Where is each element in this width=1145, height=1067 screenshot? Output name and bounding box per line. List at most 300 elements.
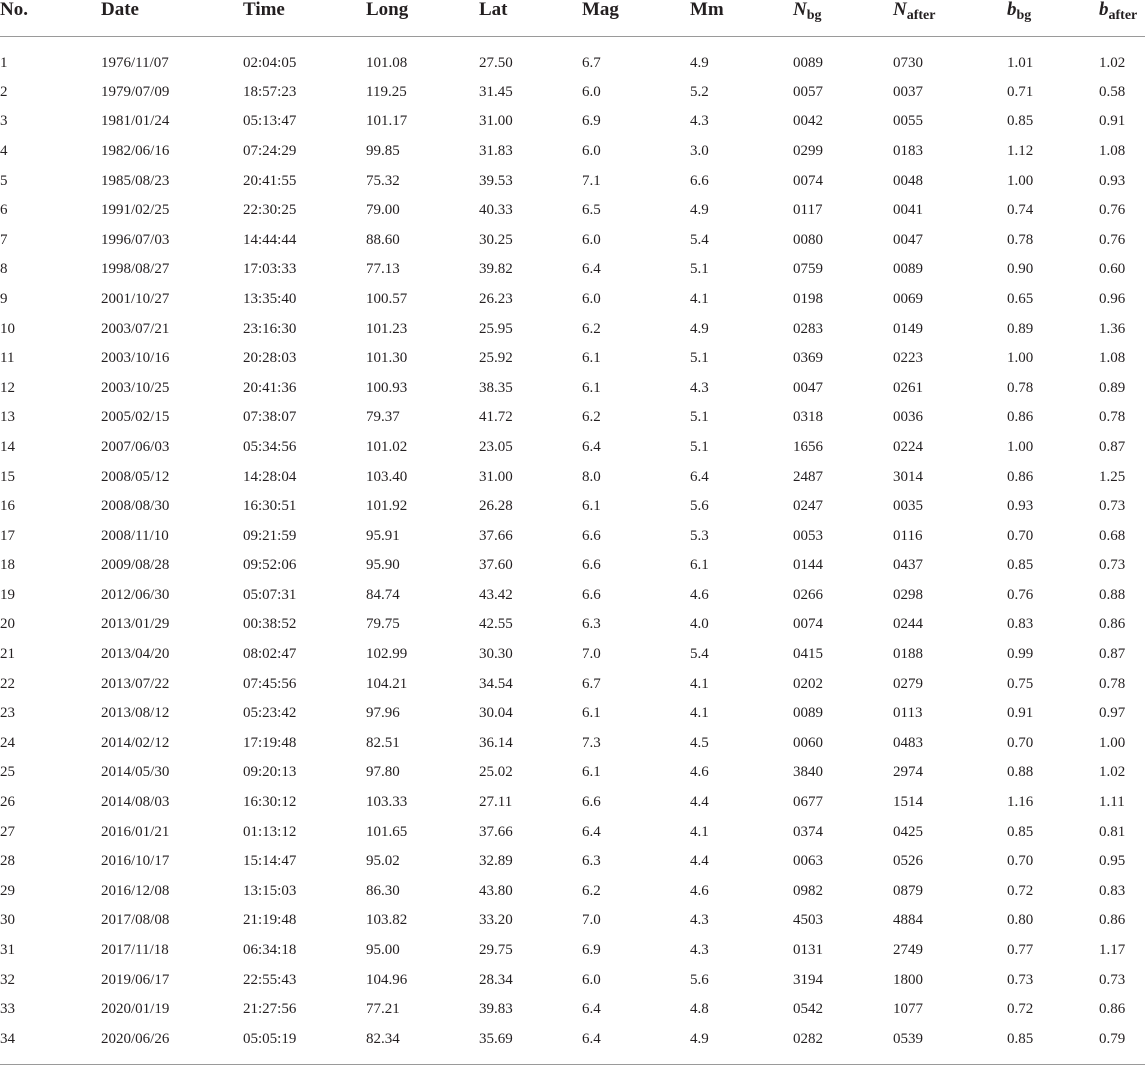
table-cell: 2014/05/30: [101, 764, 170, 781]
table-cell: 1077: [893, 1001, 923, 1018]
table-cell: 0.83: [1099, 882, 1126, 899]
table-row: [0, 1024, 1145, 1064]
table-cell: 26.28: [479, 498, 513, 515]
table-cell: 0089: [893, 261, 923, 278]
table-cell: 01:13:12: [243, 823, 297, 840]
table-cell: 0.86: [1099, 1001, 1126, 1018]
table-cell: 102.99: [366, 646, 408, 663]
table-cell: 1.11: [1099, 794, 1125, 811]
table-row: [0, 817, 1145, 847]
table-cell: 6.3: [582, 853, 601, 870]
table-cell: 6.7: [582, 55, 601, 71]
table-cell: 16:30:51: [243, 498, 297, 515]
table-cell: 0.60: [1099, 261, 1126, 278]
table-row: [0, 669, 1145, 699]
table-cell: 40.33: [479, 202, 513, 219]
table-cell: 0425: [893, 823, 923, 840]
table-row: [0, 195, 1145, 225]
column-header-label: Lat: [479, 0, 508, 20]
column-header: [479, 0, 582, 37]
table-cell: 7.0: [582, 646, 601, 663]
table-cell: 0144: [793, 557, 823, 574]
table-row: [0, 77, 1145, 107]
table-cell: 31.83: [479, 142, 513, 159]
table-cell: 37.66: [479, 823, 513, 840]
table-cell: 0298: [893, 586, 923, 603]
table-cell: 4.3: [690, 912, 709, 929]
table-cell: 2008/05/12: [101, 468, 170, 485]
column-header: [893, 0, 1007, 37]
table-cell: 0035: [893, 498, 923, 515]
table-cell: 6.4: [582, 261, 601, 278]
table-cell: 5.4: [690, 231, 709, 248]
table-cell: 0.96: [1099, 290, 1126, 307]
table-cell: 0.76: [1007, 586, 1034, 603]
table-cell: 103.40: [366, 468, 408, 485]
table-cell: 39.82: [479, 261, 513, 278]
table-cell: 103.82: [366, 912, 408, 929]
table-cell: 4.1: [690, 290, 709, 307]
table-cell: 2013/04/20: [101, 646, 170, 663]
table-cell: 15:14:47: [243, 853, 297, 870]
table-cell: 6.3: [582, 616, 601, 633]
table-cell: 32: [0, 971, 15, 988]
table-cell: 0.72: [1007, 882, 1034, 899]
table-cell: 6.1: [582, 379, 601, 396]
table-cell: 22:55:43: [243, 971, 297, 988]
table-cell: 0.58: [1099, 83, 1126, 100]
table-cell: 0.70: [1007, 734, 1034, 751]
table-cell: 25.95: [479, 320, 513, 337]
table-cell: 4.1: [690, 823, 709, 840]
table-cell: 0.76: [1099, 231, 1126, 248]
table-cell: 1.12: [1007, 142, 1034, 159]
table-cell: 0415: [793, 646, 823, 663]
table-cell: 0131: [793, 942, 823, 959]
table-cell: 0.93: [1099, 172, 1126, 189]
table-cell: 4.0: [690, 616, 709, 633]
table-cell: 1800: [893, 971, 923, 988]
table-cell: 7: [0, 231, 8, 248]
table-cell: 0.86: [1007, 409, 1034, 426]
table-cell: 17: [0, 527, 15, 544]
table-cell: 2012/06/30: [101, 586, 170, 603]
table-cell: 20: [0, 616, 15, 633]
table-cell: 43.42: [479, 586, 513, 603]
table-cell: 30: [0, 912, 15, 929]
table-row: [0, 314, 1145, 344]
table-cell: 103.33: [366, 794, 408, 811]
table-cell: 0244: [893, 616, 923, 633]
table-cell: 119.25: [366, 83, 407, 100]
table-cell: 0183: [893, 142, 923, 159]
table-cell: 13: [0, 409, 15, 426]
table-cell: 0.80: [1007, 912, 1034, 929]
table-cell: 05:13:47: [243, 113, 297, 130]
table-cell: 6.4: [582, 1024, 690, 1064]
table-cell: 6.4: [582, 1001, 601, 1018]
table-cell: 88.60: [366, 231, 400, 248]
table-cell: 100.93: [366, 379, 408, 396]
table-cell: 23: [0, 705, 15, 722]
column-header-label: Mm: [690, 0, 724, 20]
table-cell: 4.9: [690, 1024, 793, 1064]
table-cell: 1.36: [1099, 320, 1126, 337]
table-cell: 0.73: [1099, 971, 1126, 988]
table-cell: 0.74: [1007, 202, 1034, 219]
table-cell: 0055: [893, 113, 923, 130]
table-cell: 4.4: [690, 853, 709, 870]
header-row: [0, 0, 1145, 37]
table-cell: 0318: [793, 409, 823, 426]
table-cell: 6.1: [582, 350, 601, 367]
table-row: [0, 994, 1145, 1024]
table-cell: 15: [0, 468, 15, 485]
table-cell: 2749: [893, 942, 923, 959]
table-cell: 2003/07/21: [101, 320, 170, 337]
table-cell: 101.02: [366, 438, 408, 455]
table-header: [0, 0, 1145, 37]
table-cell: 05:34:56: [243, 438, 297, 455]
table-cell: 6.9: [582, 942, 601, 959]
table-cell: 6.1: [582, 764, 601, 781]
table-cell: 5: [0, 172, 8, 189]
table-cell: 104.96: [366, 971, 408, 988]
table-cell: 09:20:13: [243, 764, 297, 781]
table-cell: 0.76: [1099, 202, 1126, 219]
table-cell: 27: [0, 823, 15, 840]
table-row: [0, 284, 1145, 314]
table-cell: 26: [0, 794, 15, 811]
table-row: [0, 343, 1145, 373]
table-cell: 23.05: [479, 438, 513, 455]
table-cell: 2009/08/28: [101, 557, 170, 574]
table-cell: 104.21: [366, 675, 408, 692]
table-cell: 13:35:40: [243, 290, 297, 307]
table-cell: 82.51: [366, 734, 400, 751]
table-row: [0, 639, 1145, 669]
table-cell: 0.65: [1007, 290, 1034, 307]
table-cell: 2013/08/12: [101, 705, 170, 722]
table-cell: 20:41:55: [243, 172, 297, 189]
table-cell: 0.73: [1007, 971, 1034, 988]
table-cell: 07:38:07: [243, 409, 297, 426]
table-cell: 2005/02/15: [101, 409, 170, 426]
table-row: [0, 373, 1145, 403]
table-cell: 0247: [793, 498, 823, 515]
table-cell: 2017/11/18: [101, 942, 169, 959]
table-cell: 34: [0, 1024, 101, 1064]
table-cell: 25: [0, 764, 15, 781]
table-row: [0, 728, 1145, 758]
table-cell: 2014/08/03: [101, 794, 170, 811]
table-cell: 0730: [893, 55, 923, 71]
table-cell: 0.73: [1099, 498, 1126, 515]
table-cell: 6.6: [582, 794, 601, 811]
table-cell: 5.3: [690, 527, 709, 544]
table-cell: 27.50: [479, 55, 513, 71]
column-header-subscript: bg: [806, 8, 822, 23]
table-cell: 7.1: [582, 172, 601, 189]
table-cell: 6.6: [690, 172, 709, 189]
table-row: [0, 787, 1145, 817]
table-cell: 3014: [893, 468, 923, 485]
table-cell: 0037: [893, 83, 923, 100]
table-cell: 0089: [793, 705, 823, 722]
table-cell: 10: [0, 320, 15, 337]
table-cell: 0.68: [1099, 527, 1126, 544]
table-cell: 5.1: [690, 438, 709, 455]
table-cell: 0074: [793, 616, 823, 633]
table-cell: 35.69: [479, 1024, 582, 1064]
table-cell: 41.72: [479, 409, 513, 426]
table-row: [0, 876, 1145, 906]
table-cell: 31.00: [479, 468, 513, 485]
table-cell: 0369: [793, 350, 823, 367]
table-cell: 0.75: [1007, 675, 1034, 692]
table-cell: 2008/08/30: [101, 498, 170, 515]
table-cell: 12: [0, 379, 15, 396]
table-cell: 1.00: [1007, 172, 1034, 189]
table-cell: 86.30: [366, 882, 400, 899]
table-cell: 0.91: [1007, 705, 1034, 722]
table-cell: 0677: [793, 794, 823, 811]
table-cell: 0047: [893, 231, 923, 248]
table-cell: 0057: [793, 83, 823, 100]
column-header: [582, 0, 690, 37]
table-cell: 0113: [893, 705, 923, 722]
table-cell: 6.9: [582, 113, 601, 130]
table-cell: 09:21:59: [243, 527, 297, 544]
table-cell: 20:41:36: [243, 379, 297, 396]
table-cell: 6.0: [582, 83, 601, 100]
table-cell: 25.92: [479, 350, 513, 367]
table-cell: 95.02: [366, 853, 400, 870]
table-cell: 1.08: [1099, 350, 1126, 367]
table-cell: 1985/08/23: [101, 172, 170, 189]
table-cell: 6: [0, 202, 8, 219]
table-cell: 4.9: [690, 202, 709, 219]
table-cell: 2016/10/17: [101, 853, 170, 870]
table-cell: 05:05:19: [243, 1024, 366, 1064]
table-cell: 0.78: [1007, 231, 1034, 248]
table-cell: 2019/06/17: [101, 971, 170, 988]
table-row: [0, 846, 1145, 876]
table-cell: 36.14: [479, 734, 513, 751]
table-cell: 29: [0, 882, 15, 899]
table-cell: 101.08: [366, 55, 408, 71]
table-cell: 0.85: [1007, 557, 1034, 574]
table-cell: 4.3: [690, 942, 709, 959]
table-cell: 0374: [793, 823, 823, 840]
table-cell: 77.21: [366, 1001, 400, 1018]
table-cell: 18: [0, 557, 15, 574]
table-row: [0, 255, 1145, 285]
table-cell: 0060: [793, 734, 823, 751]
table-cell: 0.72: [1007, 1001, 1034, 1018]
table-cell: 0.70: [1007, 527, 1034, 544]
table-cell: 79.00: [366, 202, 400, 219]
table-cell: 39.53: [479, 172, 513, 189]
table-cell: 32.89: [479, 853, 513, 870]
table-cell: 5.1: [690, 261, 709, 278]
table-cell: 25.02: [479, 764, 513, 781]
table-cell: 6.6: [582, 586, 601, 603]
table-cell: 0.85: [1007, 1024, 1099, 1064]
table-cell: 6.4: [690, 468, 709, 485]
table-cell: 1981/01/24: [101, 113, 170, 130]
table-cell: 6.6: [582, 557, 601, 574]
table-cell: 84.74: [366, 586, 400, 603]
table-cell: 5.2: [690, 83, 709, 100]
table-cell: 4.6: [690, 882, 709, 899]
table-cell: 0036: [893, 409, 923, 426]
table-cell: 0116: [893, 527, 923, 544]
table-cell: 1.01: [1007, 55, 1034, 71]
table-cell: 0.83: [1007, 616, 1034, 633]
table-cell: 1.00: [1007, 438, 1034, 455]
table-cell: 0041: [893, 202, 923, 219]
table-cell: 07:45:56: [243, 675, 297, 692]
table-cell: 4.9: [690, 55, 709, 71]
table-cell: 05:23:42: [243, 705, 297, 722]
column-header: [366, 0, 479, 37]
table-row: [0, 403, 1145, 433]
table-cell: 23:16:30: [243, 320, 297, 337]
table-cell: 43.80: [479, 882, 513, 899]
table-cell: 38.35: [479, 379, 513, 396]
table-cell: 30.25: [479, 231, 513, 248]
table-cell: 09:52:06: [243, 557, 297, 574]
table-cell: 30.04: [479, 705, 513, 722]
table-cell: 0053: [793, 527, 823, 544]
table-cell: 2487: [793, 468, 823, 485]
column-header-label: Long: [366, 0, 409, 20]
table-cell: 101.17: [366, 113, 408, 130]
column-header-subscript: after: [1108, 8, 1138, 23]
table-cell: 8.0: [582, 468, 601, 485]
table-cell: 4.6: [690, 764, 709, 781]
column-header-subscript: bg: [1016, 8, 1032, 23]
table-cell: 3.0: [690, 142, 709, 159]
table-cell: 0483: [893, 734, 923, 751]
table-cell: 6.2: [582, 409, 601, 426]
table-cell: 77.13: [366, 261, 400, 278]
table-cell: 1998/08/27: [101, 261, 170, 278]
column-header: [1099, 0, 1145, 37]
table-cell: 1656: [793, 438, 823, 455]
table-cell: 21:27:56: [243, 1001, 297, 1018]
table-cell: 2013/01/29: [101, 616, 170, 633]
table-cell: 0.86: [1099, 616, 1126, 633]
table-cell: 0.85: [1007, 113, 1034, 130]
table-cell: 6.0: [582, 142, 601, 159]
column-header: [690, 0, 793, 37]
table-cell: 6.0: [582, 231, 601, 248]
table-cell: 5.1: [690, 350, 709, 367]
table-row: [0, 580, 1145, 610]
table-cell: 0202: [793, 675, 823, 692]
table-cell: 29.75: [479, 942, 513, 959]
table-cell: 0048: [893, 172, 923, 189]
table-cell: 0.79: [1099, 1024, 1145, 1064]
table-row: [0, 107, 1145, 137]
table-cell: 4.5: [690, 734, 709, 751]
table-cell: 42.55: [479, 616, 513, 633]
table-cell: 4.1: [690, 705, 709, 722]
table-cell: 05:07:31: [243, 586, 297, 603]
table-cell: 101.65: [366, 823, 408, 840]
table-cell: 5.1: [690, 409, 709, 426]
table-cell: 95.90: [366, 557, 400, 574]
table-cell: 0.99: [1007, 646, 1034, 663]
table-cell: 0.97: [1099, 705, 1126, 722]
table-cell: 14:28:04: [243, 468, 297, 485]
table-cell: 28: [0, 853, 15, 870]
table-row: [0, 136, 1145, 166]
table-cell: 08:02:47: [243, 646, 297, 663]
table-cell: 0282: [793, 1024, 893, 1064]
table-cell: 0.78: [1099, 409, 1126, 426]
table-cell: 07:24:29: [243, 142, 297, 159]
table-cell: 6.4: [582, 438, 601, 455]
table-cell: 31.00: [479, 113, 513, 130]
table-cell: 101.23: [366, 320, 408, 337]
table-cell: 95.00: [366, 942, 400, 959]
table-cell: 5.4: [690, 646, 709, 663]
table-cell: 31.45: [479, 83, 513, 100]
table-cell: 0261: [893, 379, 923, 396]
table-cell: 0.70: [1007, 853, 1034, 870]
column-header: [101, 0, 243, 37]
table-row: [0, 610, 1145, 640]
table-cell: 0539: [893, 1024, 1007, 1064]
table-cell: 22:30:25: [243, 202, 297, 219]
table-cell: 2016/12/08: [101, 882, 170, 899]
table-cell: 2016/01/21: [101, 823, 170, 840]
table-row: [0, 935, 1145, 965]
table-cell: 1.00: [1099, 734, 1126, 751]
table-cell: 0.86: [1099, 912, 1126, 929]
table-cell: 4884: [893, 912, 923, 929]
table-cell: 6.1: [690, 557, 709, 574]
table-cell: 4.1: [690, 675, 709, 692]
table-cell: 1.02: [1099, 55, 1126, 71]
table-cell: 0224: [893, 438, 923, 455]
table-cell: 2003/10/16: [101, 350, 170, 367]
table-cell: 39.83: [479, 1001, 513, 1018]
table-cell: 21:19:48: [243, 912, 297, 929]
table-row: [0, 965, 1145, 995]
table-cell: 5.6: [690, 498, 709, 515]
table-cell: 1514: [893, 794, 923, 811]
table-cell: 101.30: [366, 350, 408, 367]
table-cell: 2008/11/10: [101, 527, 169, 544]
table-cell: 0526: [893, 853, 923, 870]
table-cell: 11: [0, 350, 15, 367]
table-cell: 1996/07/03: [101, 231, 170, 248]
table-cell: 0.90: [1007, 261, 1034, 278]
column-header-label: No.: [0, 0, 28, 20]
table-cell: 7.0: [582, 912, 601, 929]
table-cell: 26.23: [479, 290, 513, 307]
table-row: [0, 462, 1145, 492]
table-cell: 0080: [793, 231, 823, 248]
table-cell: 2020/06/26: [101, 1024, 243, 1064]
table-cell: 6.2: [582, 882, 601, 899]
table-cell: 1.08: [1099, 142, 1126, 159]
table-cell: 0.78: [1007, 379, 1034, 396]
